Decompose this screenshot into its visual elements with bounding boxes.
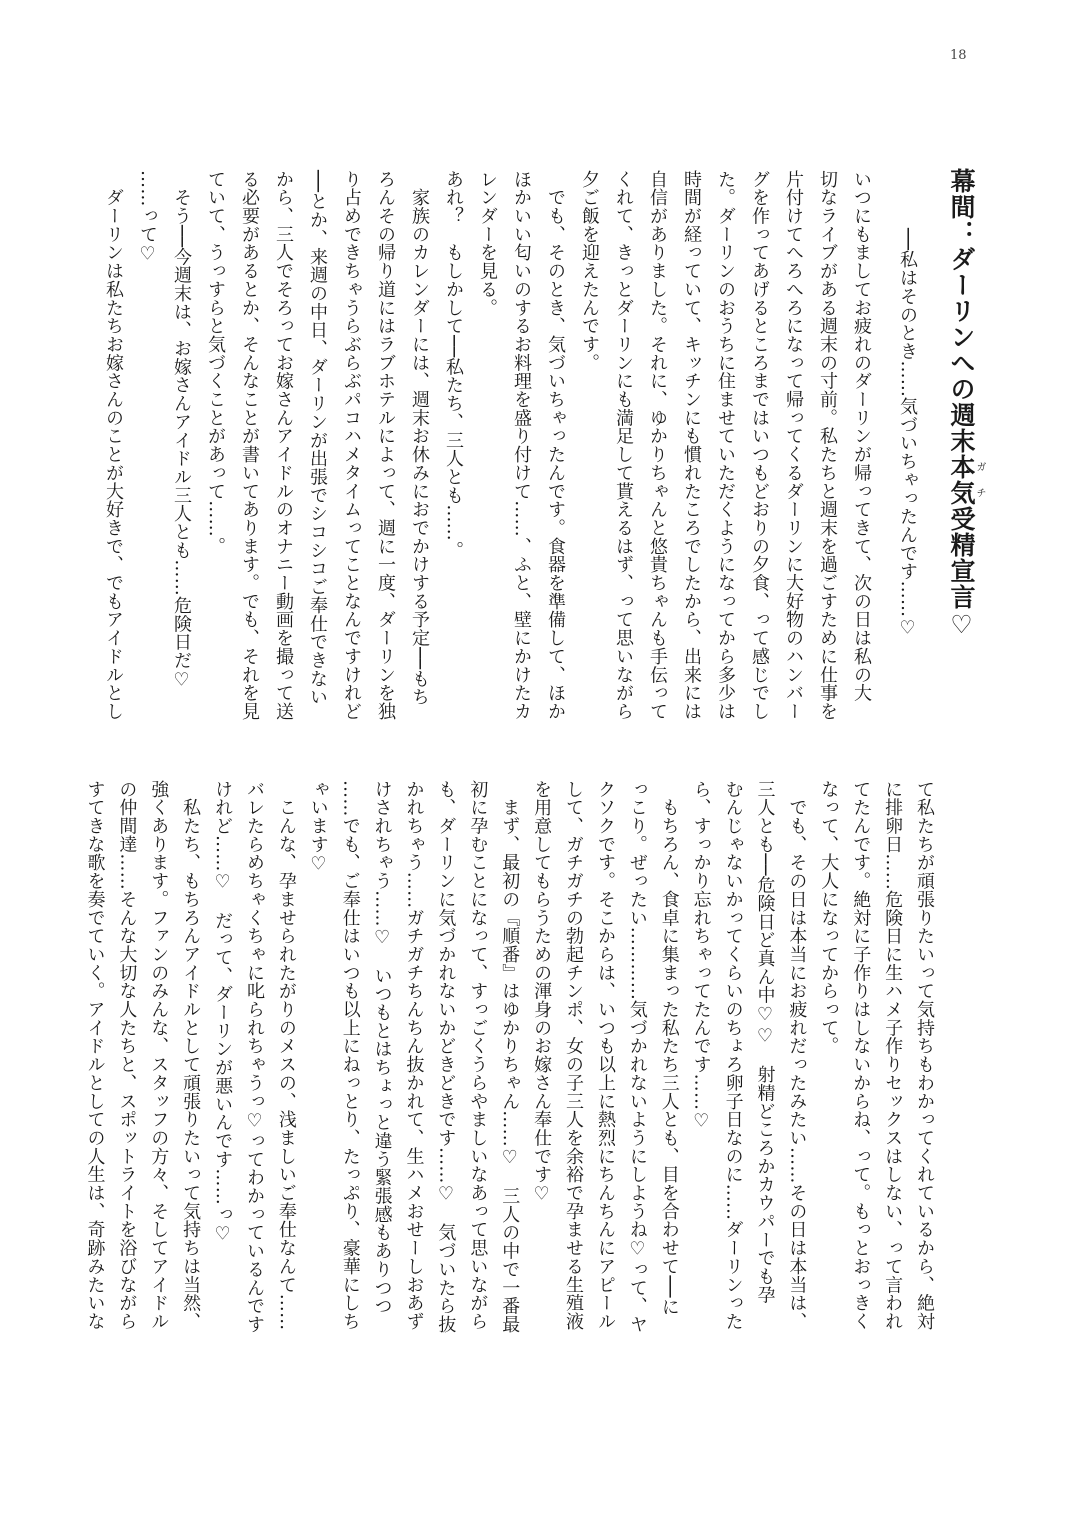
text-column: 三人とも──危険日ど真ん中♡♡ 射精どころかカウパーでも孕 xyxy=(754,780,776,1304)
text-column: ゃいます♡ xyxy=(307,780,329,875)
text-column: 時間が経っていて、キッチンにも慣れたころでしたから、出来には xyxy=(681,170,702,721)
text-column: むんじゃないかってくらいのちょろ卵子日なのに……ダーリンった xyxy=(722,780,744,1331)
text-column: ていて、うっすらと気づくことがあって……。 xyxy=(205,170,226,556)
text-column: けれど……♡ だって、ダーリンが悪いんです……っ♡ xyxy=(212,780,234,1245)
text-column: 初に孕むことになって、すっごくうらやましいなあって思いながら xyxy=(467,780,489,1331)
text-column: ──とか、来週の中日、ダーリンが出張でシコシコご奉仕できない xyxy=(307,170,328,707)
text-column: して、ガチガチの勃起チンポ、女の子三人を余裕で孕ませる生殖液 xyxy=(563,780,585,1331)
text-column: ろんその帰り道にはラブホテルによって、週に一度、ダーリンを独 xyxy=(375,170,396,721)
text-column: を用意してもらうための渾身のお嫁さん奉仕です♡ xyxy=(531,780,553,1206)
page-number: 18 xyxy=(950,48,967,63)
text-column: も、ダーリンに気づかれないかどきどきです……♡ 気づいたら抜 xyxy=(435,780,457,1334)
text-column: に排卵日……危険日に生ハメ子作りセックスはしない、って言われ xyxy=(882,780,904,1331)
text-column: あれ？ もしかして──私たち、三人とも……。 xyxy=(443,170,464,560)
title-ruby xyxy=(947,454,985,506)
text-column: から、三人でそろってお嫁さんアイドルのオナニー動画を撮って送 xyxy=(273,170,294,721)
text-column: っこり。ぜったい…………気づかれないようにしようね♡って、ヤ xyxy=(626,780,648,1334)
text-column: かれちゃう……ガチガチちんちん抜かれて、生ハメおせーしおあず xyxy=(403,780,425,1331)
text-column: くれて、きっとダーリンにも満足して貰えるはず、って思いながら xyxy=(613,170,634,721)
text-column: でも、その日は本当にお疲れだったみたい……その日は本当は、 xyxy=(786,780,808,1331)
text-column: ら、すっかり忘れちゃってたんです……♡ xyxy=(690,780,712,1132)
title-ruby-text: ガチ xyxy=(974,454,985,506)
text-column: そう──今週末は、お嫁さんアイドル三人とも……危険日だ♡ xyxy=(171,170,192,691)
text-column: いつにもましてお疲れのダーリンが帰ってきて、次の日は私の大 xyxy=(851,170,872,703)
text-column: ──私はそのとき……気づいちゃったんです……♡ xyxy=(897,228,918,639)
text-column: 夕ご飯を迎えたんです。 xyxy=(579,170,600,372)
text-column: けされちゃう……♡ いつもとはちょっと違う緊張感もありつつ xyxy=(371,780,393,1316)
text-column: 片付けてへろへろになって帰ってくるダーリンに大好物のハンバー xyxy=(783,170,804,721)
text-column: 強くあります。ファンのみんな、スタッフの方々、そしてアイドル xyxy=(148,780,170,1331)
text-column: まず、最初の『順番』はゆかりちゃん……♡ 三人の中で一番最 xyxy=(499,780,521,1334)
title-ruby-base: 本気 xyxy=(947,454,976,506)
text-column: の仲間達……そんな大切な人たちと、スポットライトを浴びながら xyxy=(116,780,138,1331)
text-column: ……って♡ xyxy=(137,170,158,265)
chapter-title xyxy=(944,168,985,640)
text-column: こんな、孕ませられたがりのメスの、浅ましいご奉仕なんて…… xyxy=(275,780,297,1331)
text-column: てたんです。絶対に子作りはしないからね、って。もっとおっきく xyxy=(850,780,872,1331)
text-column: でも、そのとき、気づいちゃったんです。食器を準備して、ほか xyxy=(545,170,566,721)
title-part-after: 受精宣言♡ xyxy=(947,506,976,640)
text-column: クソクです。そこからは、いつも以上に熱烈にちんちんにアピール xyxy=(594,780,616,1331)
text-column: ダーリンは私たちお嫁さんのことが大好きで、でもアイドルとし xyxy=(103,170,124,721)
text-column: 自信がありました。それに、ゆかりちゃんと悠貴ちゃんも手伝って xyxy=(647,170,668,721)
text-column: て私たちが頑張りたいって気持ちもわかってくれているから、絶対 xyxy=(914,780,935,1331)
text-column: レンダーを見る。 xyxy=(477,170,498,317)
text-column: 切なライブがある週末の寸前。私たちと週末を過ごすために仕事を xyxy=(817,170,838,721)
text-column: なって、大人になってからって。 xyxy=(818,780,840,1056)
upper-text-block xyxy=(96,170,924,730)
text-column: る必要があるとか、そんなことが書いてあります。でも、それを見 xyxy=(239,170,260,721)
lower-text-block xyxy=(79,780,940,1340)
text-column: 私たち、もちろんアイドルとして頑張りたいって気持ちは当然、 xyxy=(180,780,202,1331)
text-column: ほかいい匂いのするお料理を盛り付けて……、ふと、壁にかけたカ xyxy=(511,170,532,721)
text-column: ……でも、ご奉仕はいつも以上にねっとり、たっぷり、豪華にしち xyxy=(339,780,361,1331)
text-column: た。ダーリンのおうちに住ませていただくようになってから多少は xyxy=(715,170,736,721)
text-column: もちろん、食卓に集まった私たち三人とも、目を合わせて──に xyxy=(658,780,680,1317)
text-column: すてきな歌を奏でていく。アイドルとしての人生は、奇跡みたいな xyxy=(84,780,106,1331)
title-part-before: 幕間：ダーリンへの週末 xyxy=(947,168,976,454)
text-column: バレたらめちゃくちゃに叱られちゃうっ♡ってわかっているんです xyxy=(243,780,265,1334)
text-column: グを作ってあげるところまではいつもどおりの夕食、って感じでし xyxy=(749,170,770,721)
text-column: 家族のカレンダーには、週末お休みにおでかけする予定──もち xyxy=(409,170,430,707)
text-column: り占めできちゃうらぶらぶパコハメタイムってことなんですけれど xyxy=(341,170,362,721)
